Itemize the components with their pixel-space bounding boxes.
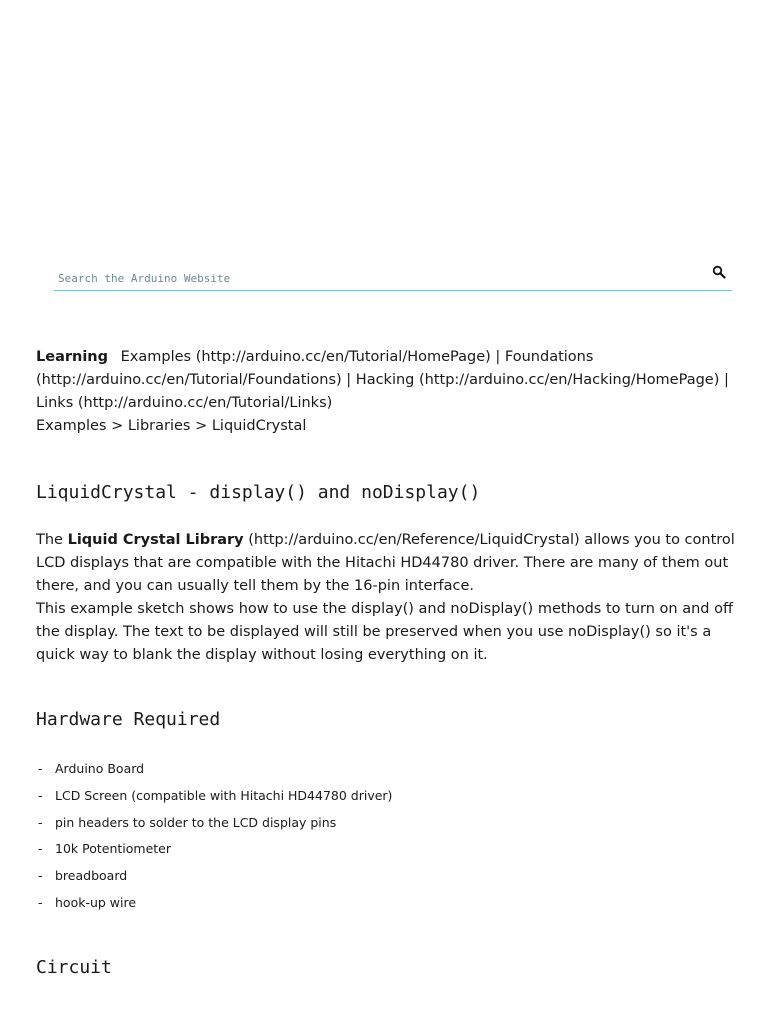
list-item-text: breadboard xyxy=(55,868,128,884)
list-item-text: hook-up wire xyxy=(55,894,137,910)
list-item xyxy=(36,756,736,783)
nav-section-label: Learning xyxy=(36,349,109,365)
search-input[interactable] xyxy=(58,268,698,288)
breadcrumb-item-libraries[interactable]: Libraries xyxy=(127,418,191,434)
breadcrumb-separator: > xyxy=(195,418,208,434)
nav-separator: | xyxy=(723,372,729,388)
nav-link-examples[interactable]: Examples (http://arduino.cc/en/Tutorial/HomePage) xyxy=(120,349,491,365)
nav-separator: | xyxy=(346,372,352,388)
search-bar xyxy=(54,262,732,291)
nav-separator: | xyxy=(495,349,501,365)
library-reference-link[interactable]: (http://arduino.cc/en/Reference/LiquidCrystal) xyxy=(248,532,580,548)
list-item-text: pin headers to solder to the LCD display pins xyxy=(55,814,337,830)
list-item xyxy=(36,863,736,890)
breadcrumb xyxy=(36,415,736,438)
nav-link-foundations[interactable]: Foundations (http://arduino.cc/en/Tutorial/Foundations) xyxy=(36,349,594,388)
bullet-dash: - xyxy=(38,868,43,884)
list-item xyxy=(36,836,736,863)
search-icon[interactable] xyxy=(712,265,726,279)
list-item-text: 10k Potentiometer xyxy=(55,841,171,857)
nav-link-links[interactable]: Links (http://arduino.cc/en/Tutorial/Links) xyxy=(36,395,333,411)
library-name: Liquid Crystal Library xyxy=(67,532,244,548)
intro-prefix: The xyxy=(36,532,63,548)
bullet-dash: - xyxy=(38,814,43,830)
bullet-dash: - xyxy=(38,841,43,857)
learning-nav xyxy=(36,346,736,415)
list-item-text: LCD Screen (compatible with Hitachi HD44780 driver) xyxy=(55,787,393,803)
bullet-dash: - xyxy=(38,787,43,803)
page-title: LiquidCrystal - display() and noDisplay() xyxy=(36,482,481,503)
list-item xyxy=(36,783,736,810)
hardware-heading: Hardware Required xyxy=(36,709,221,730)
main-content xyxy=(36,346,736,978)
example-description: This example sketch shows how to use the display() and noDisplay() methods to turn on and off the display. The text to be displayed will still be preserved when you use noDisplay() so it's a quick way to blank the display without losing everything on it. xyxy=(36,601,733,663)
breadcrumb-item-current: LiquidCrystal xyxy=(211,418,307,434)
bullet-dash: - xyxy=(38,761,43,776)
intro-text: allows you to control LCD displays that are compatible with the Hitachi HD44780 driver. There are many of them out there, and you can usually tell them by the 16-pin interface. xyxy=(36,532,735,594)
intro-paragraph xyxy=(36,529,736,598)
list-item xyxy=(36,810,736,837)
list-item xyxy=(36,890,736,917)
hardware-list xyxy=(36,756,736,917)
bullet-dash: - xyxy=(38,894,43,910)
circuit-heading: Circuit xyxy=(36,956,112,978)
list-item-text: Arduino Board xyxy=(55,761,145,776)
nav-link-hacking[interactable]: Hacking (http://arduino.cc/en/Hacking/HomePage) xyxy=(355,372,720,388)
breadcrumb-separator: > xyxy=(111,418,124,434)
breadcrumb-item-examples[interactable]: Examples xyxy=(36,418,107,434)
